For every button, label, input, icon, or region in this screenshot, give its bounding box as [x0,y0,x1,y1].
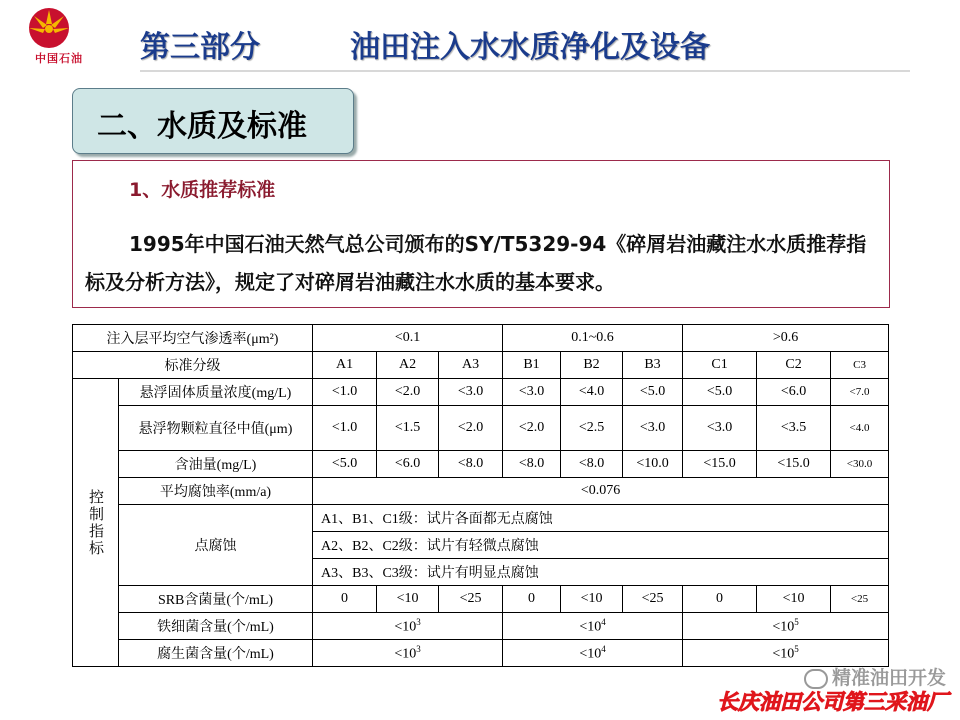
table-row [73,406,889,451]
pitting-line: A1、B1、C1级：试片各面都无点腐蚀 [313,505,889,532]
perm-range: >0.6 [683,325,889,352]
value-cell [503,613,683,640]
control-label: 控制指标 [87,488,103,557]
value-base: <10 [394,646,417,662]
header-title: 油田注入水水质净化及设备 [350,30,710,65]
value-cell: <2.0 [503,406,561,451]
grade-label: 标准分级 [73,352,313,379]
value-cell: <8.0 [439,451,503,478]
grade-cell: C3 [831,352,889,379]
value-cell: <5.0 [313,451,377,478]
control-indicator-cell [73,379,119,667]
value-cell: <25 [439,586,503,613]
row-label: 平均腐蚀率(mm/a) [119,478,313,505]
value-cell: <10 [561,586,623,613]
value-cell: <5.0 [623,379,683,406]
value-cell: <25 [831,586,889,613]
grade-cell: A1 [313,352,377,379]
grade-cell: C2 [757,352,831,379]
value-base: <10 [772,619,795,635]
intro-paragraph-text: 1995年中国石油天然气总公司颁布的SY/T5329-94《碎屑岩油藏注水水质推荐指标及分析方法》，规定了对碎屑岩油藏注水水质的基本要求。 [85,232,867,294]
pitting-line: A2、B2、C2级：试片有轻微点腐蚀 [313,532,889,559]
value-cell: <3.5 [757,406,831,451]
value-cell: <7.0 [831,379,889,406]
value-base: <10 [579,619,602,635]
row-label: 悬浮固体质量浓度(mg/L) [119,379,313,406]
table-row [73,613,889,640]
grade-cell: A3 [439,352,503,379]
footer-text: 长庆油田公司第三采油厂 [717,690,948,714]
value-exponent: 3 [416,616,421,627]
value-cell [683,613,889,640]
table-row [73,325,889,352]
logo-text: 中国石油 [35,52,83,65]
value-cell: <6.0 [377,451,439,478]
table-row [73,505,889,532]
intro-box [72,160,890,308]
value-cell: <4.0 [831,406,889,451]
value-cell: <10.0 [623,451,683,478]
corrosion-value: <0.076 [313,478,889,505]
value-base: <10 [394,619,417,635]
value-cell [503,640,683,667]
row-label: 铁细菌含量(个/mL) [119,613,313,640]
grade-cell: A2 [377,352,439,379]
header-part: 第三部分 [140,30,260,65]
value-cell [313,640,503,667]
value-cell: <15.0 [757,451,831,478]
value-cell: <3.0 [503,379,561,406]
perm-range: 0.1~0.6 [503,325,683,352]
value-cell: <8.0 [503,451,561,478]
value-cell: <3.0 [623,406,683,451]
table-row [73,379,889,406]
value-cell: <2.0 [377,379,439,406]
row-label: 含油量(mg/L) [119,451,313,478]
value-cell: <3.0 [439,379,503,406]
value-cell: <15.0 [683,451,757,478]
intro-paragraph [85,225,881,301]
value-cell: <2.5 [561,406,623,451]
value-exponent: 3 [416,643,421,654]
value-cell: <4.0 [561,379,623,406]
row-label: 悬浮物颗粒直径中值(μm) [119,406,313,451]
value-exponent: 4 [601,616,606,627]
value-cell: <25 [623,586,683,613]
section-title-box [72,88,354,154]
table-row [73,478,889,505]
table-row [73,640,889,667]
perm-label: 注入层平均空气渗透率(μm²) [73,325,313,352]
header-divider [140,70,910,72]
value-cell: <6.0 [757,379,831,406]
value-cell: <10 [757,586,831,613]
petrochina-logo-icon [14,4,84,50]
petrochina-logo [14,4,84,66]
value-cell: 0 [503,586,561,613]
grade-cell: C1 [683,352,757,379]
value-base: <10 [772,646,795,662]
section-title: 二、水质及标准 [97,109,307,144]
watermark-text: 精准油田开发 [831,667,946,689]
value-cell: <8.0 [561,451,623,478]
value-cell: <5.0 [683,379,757,406]
value-base: <10 [579,646,602,662]
value-exponent: 4 [601,643,606,654]
value-cell: <30.0 [831,451,889,478]
value-cell: 0 [313,586,377,613]
value-cell [313,613,503,640]
pitting-line: A3、B3、C3级：试片有明显点腐蚀 [313,559,889,586]
table-row [73,352,889,379]
table-row [73,451,889,478]
table-row [73,586,889,613]
perm-range: <0.1 [313,325,503,352]
value-cell: <1.5 [377,406,439,451]
value-exponent: 5 [794,616,799,627]
water-quality-table [72,324,889,667]
row-label: SRB含菌量(个/mL) [119,586,313,613]
value-cell: <10 [377,586,439,613]
row-label: 腐生菌含量(个/mL) [119,640,313,667]
value-cell: <3.0 [683,406,757,451]
intro-subheading: 1、水质推荐标准 [129,179,276,201]
value-cell: 0 [683,586,757,613]
value-cell: <1.0 [313,406,377,451]
value-cell: <2.0 [439,406,503,451]
value-cell: <1.0 [313,379,377,406]
grade-cell: B3 [623,352,683,379]
grade-cell: B2 [561,352,623,379]
grade-cell: B1 [503,352,561,379]
value-exponent: 5 [794,643,799,654]
row-label: 点腐蚀 [119,505,313,586]
